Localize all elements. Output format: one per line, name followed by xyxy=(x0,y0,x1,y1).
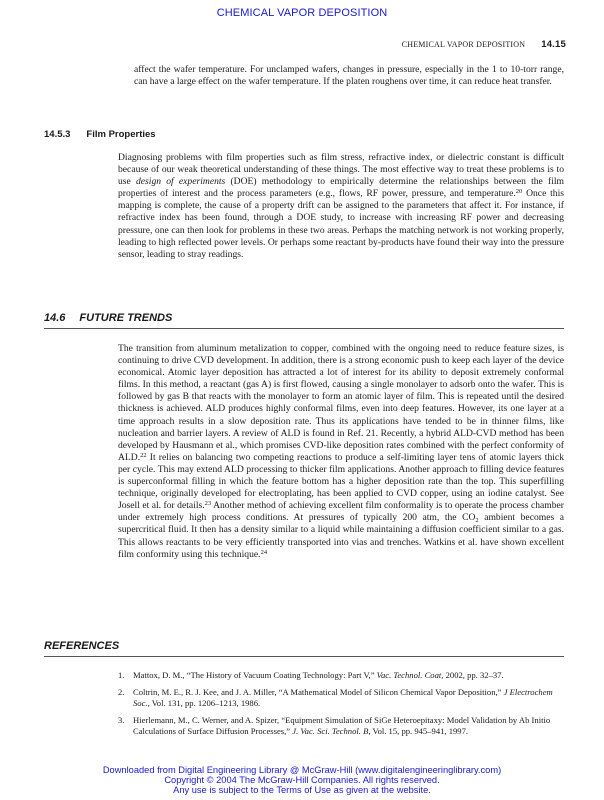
footer-copyright: Copyright © 2004 The McGraw-Hill Companies. All rights reserved. xyxy=(164,775,440,785)
reference-text: , 2002, pp. 32–37. xyxy=(441,670,504,680)
page-number: 14.15 xyxy=(541,39,566,50)
reference-text: , Vol. 131, pp. 1206–1213, 1986. xyxy=(147,698,261,708)
running-head xyxy=(402,39,566,50)
text-run: ambient becomes a supercritical fluid. It then has a density similar to a liquid while maintaining a diffusion coefficient similar to a gas. This allows reactants to be very efficiently transported into vias and trenches. Watkins et al. have shown excellent film conformity using this technique. xyxy=(118,512,564,560)
emphasis-doe: design of experiments xyxy=(136,176,226,188)
reference-text: Hierlemann, M., C. Werner, and A. Spizer, “Equipment Simulation of SiGe Heteroepitaxy: Model Validation by Ab Initio Calculations of Surface Diffusion Processes,” xyxy=(133,715,551,736)
references-rule xyxy=(44,656,564,657)
citation-23: 23 xyxy=(204,500,212,508)
reference-item xyxy=(118,715,564,737)
citation-22: 22 xyxy=(140,451,147,459)
reference-text: Coltrin, M. E., R. J. Kee, and J. A. Miller, “A Mathematical Model of Silicon Chemical Vapor Deposition,” xyxy=(133,687,504,697)
references-heading: REFERENCES xyxy=(44,640,120,652)
footer-download-notice: Downloaded from Digital Engineering Library @ McGraw-Hill (www.digitalengineeringlibrary.com) xyxy=(102,765,502,775)
reference-number: 3. xyxy=(118,715,125,725)
reference-journal: J Electrochem Soc. xyxy=(133,687,553,708)
reference-number: 2. xyxy=(118,687,125,697)
text-run: Another method of achieving excellent film conformality is to operate the process chamber under extremely high process conditions. At pressures of typically 200 atm, the CO xyxy=(118,500,564,524)
reference-number: 1. xyxy=(118,670,125,680)
subsection-heading xyxy=(44,129,156,140)
film-properties-paragraph xyxy=(118,152,564,261)
text-run: (DOE) methodology to empirically determine the relationships between the film properties of interest and the process parameters (e.g., flows, RF power, pressure, and temperature. xyxy=(118,176,564,200)
running-head-title: CHEMICAL VAPOR DEPOSITION xyxy=(401,40,526,49)
reference-item xyxy=(118,687,564,709)
text-run: Diagnosing problems with film properties such as film stress, refractive index, or dielectric constant is difficult because of our weak theoretical understanding of these things. The most effective way to treat these problems is to use xyxy=(118,152,564,188)
citation-24: 24 xyxy=(260,548,268,556)
section-rule xyxy=(44,328,564,329)
carryover-paragraph: affect the wafer temperature. For unclamped wafers, changes in pressure, especially in the 1 to 10-torr range, can have a large effect on the wafer temperature. If the platen roughens over time, it can reduce heat transfer. xyxy=(134,64,564,88)
subsection-number: 14.5.3 xyxy=(44,129,71,140)
document-banner: CHEMICAL VAPOR DEPOSITION xyxy=(216,7,388,19)
co2-subscript: 2 xyxy=(475,517,479,525)
reference-journal: Vac. Technol. Coat xyxy=(376,670,442,680)
section-number: 14.6 xyxy=(44,312,66,324)
section-title: FUTURE TRENDS xyxy=(79,312,173,324)
section-heading xyxy=(44,312,172,324)
subsection-title: Film Properties xyxy=(86,129,156,140)
text-run: The transition from aluminum metalization to copper, combined with the ongoing need to reduce feature sizes, is continuing to drive CVD development. In addition, there is a strong economic push to keep each layer of the device economical. Atomic layer deposition has attracted a lot of interest for its ability to deposit extremely conformal films. In this method, a reactant (gas A) is first flowed, causing a single monolayer to adsorb onto the wafer. This is followed by gas B that reacts with the monolayer to form an atomic layer of film. This is repeated until the desired thickness is achieved. ALD produces highly conformal films, even into deep features. However, its one layer at a time approach results in a slow deposition rate. Thus its applications have tended to be in thinner films, like nucleation and barrier layers. A review of ALD is found in Ref. 21. Recently, a hybrid ALD-CVD method has been developed by Hausmann et al., which promises CVD-like deposition rates combined with the perfect conformity of ALD. xyxy=(118,343,564,463)
reference-text: Mattox, D. M., “The History of Vacuum Coating Technology: Part V,” xyxy=(133,670,377,680)
reference-text: , Vol. 15, pp. 945–941, 1997. xyxy=(368,726,469,736)
reference-list xyxy=(118,670,564,743)
citation-20: 20 xyxy=(515,188,523,196)
footer-terms: Any use is subject to the Terms of Use as given at the website. xyxy=(173,785,431,795)
reference-item xyxy=(118,670,564,681)
text-run: It relies on balancing two competing reactions to produce a self-limiting layer tens of atomic layers thick per cycle. This may extend ALD processing to thicker film applications. Another approach to filling device features is superconformal filling in which the feature bottom has a higher deposition rate than the top. This superfilling technique, originally developed for electroplating, has been applied to CVD copper, using an iodine catalyst. See Josell et al. for details. xyxy=(118,451,564,512)
future-trends-paragraph xyxy=(118,343,564,561)
text-run: Once this mapping is complete, the cause of a property drift can be assigned to the parameters that affect it. For instance, if refractive index has been found, through a DOE study, to increase with increasing RF power and decreasing pressure, one can then look for problems in these two areas. Perhaps the matching network is not working properly, leading to high reflected power levels. Or perhaps some reactant by-products have found their way into the pressure sensor, leading to stray readings. xyxy=(118,188,564,260)
reference-journal: J. Vac. Sci. Technol. B xyxy=(292,726,369,736)
